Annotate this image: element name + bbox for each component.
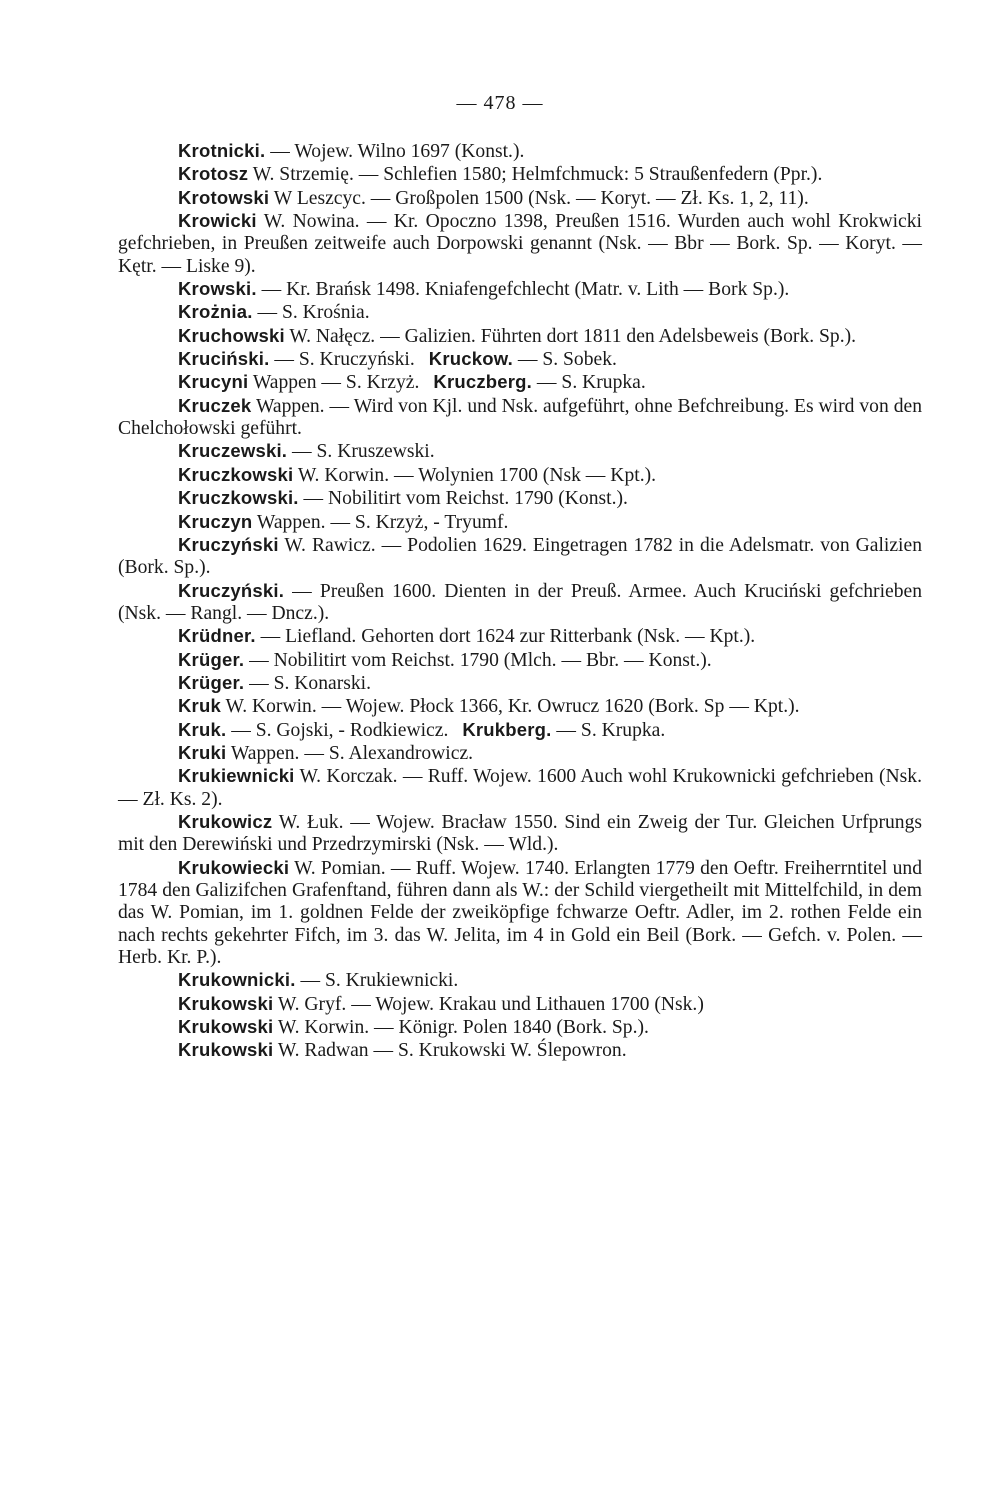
entry-headword: Krukowiecki [178,856,290,878]
entry-text: — S. Krukiewnicki. [295,970,459,992]
entry-headword: Kruchowski [178,324,285,346]
entry-text: W. Korwin. — Wojew. Płock 1366, Kr. Owrucz 1620 (Bork. Sp — Kpt.). [220,696,800,718]
entry [118,534,922,580]
entry-headword: Kruczkowski [178,463,294,485]
entry-text: Wappen. — S. Alexandrowicz. [226,742,474,764]
entry [118,993,922,1016]
entry-headword: Krukowicz [178,810,273,832]
entry-text: W. Korczak. — Ruff. Wojew. 1600 Auch wohl Krukownicki gefchrieben (Nsk. — Zł. Ks. 2). [118,766,922,810]
entry-text: W Leszcyc. — Großpolen 1500 (Nsk. — Koryt. — Zł. Ks. 1, 2, 11). [269,187,809,209]
entry-text: — S. Sobek. [512,349,617,371]
entry [118,163,922,186]
entry-text: W. Radwan — S. Krukowski W. Ślepowron. [273,1040,627,1062]
entry-text: W. Rawicz. — Podolien 1629. Eingetragen 1782 in die Adelsmatr. von Galizien (Bork. Sp.). [118,534,922,579]
entry-headword: Krukberg. [462,718,552,740]
entry-text: — S. Kruczyński. [269,349,415,371]
entry-text: W. Pomian. — Ruff. Wojew. 1740. Erlangten 1779 den Oeftr. Freiherrntitel und 1784 den Galizifchen Grafenftand, führen dann als W.: der Schild viergetheilt mit Mittelfchild, in dem das W. Pomian, im 1. goldnen Felde der zweiköpfige fchwarze Oeftr. Adler, im 2. rothen Felde ein nach rechts gekehrter Fifch, im 3. das W. Jelita, im 4 in Gold ein Beil (Bork. — Gefch. v. Polen. — Herb. Kr. P.). [118,857,922,969]
entry-headword: Krotosz [178,163,249,185]
entry-text: W. Nałęcz. — Galizien. Führten dort 1811 den Adelsbeweis (Bork. Sp.). [284,325,857,347]
entry-headword: Krotowski [178,186,270,208]
entry [118,625,922,648]
entry-headword: Kruczberg. [433,371,533,393]
entry-text: — S. Krupka. [532,372,646,394]
entry [118,1039,922,1062]
entry-headword: Kruczyn [178,510,253,532]
entry [118,765,922,811]
entry [118,511,922,534]
entry [118,464,922,487]
entry-text: — Preußen 1600. Dienten in der Preuß. Armee. Auch Kruciński gefchrieben (Nsk. — Rangl. — Dncz.). [118,580,922,624]
entry [118,325,922,348]
entry [118,1016,922,1039]
entry [118,969,922,992]
entry [118,187,922,210]
entry-headword: Krucyni [178,371,249,393]
entry [118,210,922,278]
entry [118,278,922,301]
entry-headword: Krukownicki. [178,969,296,991]
entry-text: — S. Gojski, - Rodkiewicz. [226,719,449,741]
entry-text: — S. Konarski. [244,672,371,694]
entry-text: — Wojew. Wilno 1697 (Konst.). [265,141,525,162]
entry-text: W. Korwin. — Königr. Polen 1840 (Bork. Sp.). [273,1017,649,1039]
entry [118,649,922,672]
entry-text: Wappen. — S. Krzyż, - Tryumf. [252,511,509,533]
entry-text: — S. Kruszewski. [287,441,435,463]
entry [118,719,922,742]
entry-headword: Kruciński. [178,348,270,370]
entry-headword: Kruczewski. [178,440,288,462]
entry-headword: Krukowski [178,1016,274,1038]
entry-text: W. Nowina. — Kr. Opoczno 1398, Preußen 1516. Wurden auch wohl Krokwicki gefchrieben, in Preußen zeitweife auch Dorpowski genannt (Nsk. — Bbr — Bork. Sp. — Koryt. — Kętr. — Liske 9). [118,211,922,277]
entry [118,811,922,857]
entry [118,695,922,718]
entry-headword: Krüger. [178,648,245,670]
entry-text: Wappen. — Wird von Kjl. und Nsk. aufgeführt, ohne Befchreibung. Es wird von den Chelchołowski geführt. [118,395,922,440]
page-number: — 478 — [456,92,544,114]
entry-headword: Krüger. [178,671,245,693]
entry [118,440,922,463]
entry-text: W. Strzemię. — Schlefien 1580; Helmfchmuck: 5 Straußenfedern (Ppr.). [248,164,823,186]
entry [118,395,922,441]
entry-text: — Liefland. Gehorten dort 1624 zur Ritterbank (Nsk. — Kpt.). [255,626,756,648]
entry [118,371,922,394]
entry-headword: Kruckow. [428,348,513,370]
entry [118,348,922,371]
entry [118,487,922,510]
entry-headword: Krożnia. [178,301,253,323]
entry-text: — Nobilitirt vom Reichst. 1790 (Mlch. — Bbr. — Konst.). [244,649,712,671]
entry-headword: Krowicki [178,210,257,232]
entry [118,672,922,695]
entry [118,301,922,324]
entry-text: W. Łuk. — Wojew. Bracław 1550. Sind ein Zweig der Tur. Gleichen Urfprungs mit den Derewiński und Przedrzymirski (Nsk. — Wld.). [118,811,922,856]
entry-text: — Kr. Brańsk 1498. Kniafengefchlecht (Matr. v. Lith — Bork Sp.). [256,279,790,301]
entry-headword: Krotnicki. [178,140,266,161]
entry-headword: Kruczek [178,394,252,416]
entry-headword: Krukiewnicki [178,765,295,787]
entry-headword: Krukowski [178,1039,274,1061]
entry-headword: Kruki [178,741,227,763]
entry-text: W. Gryf. — Wojew. Krakau und Lithauen 1700 (Nsk.) [273,993,704,1015]
entry-text: — Nobilitirt vom Reichst. 1790 (Konst.). [298,488,628,510]
entry [118,140,922,163]
entry [118,857,922,970]
entry-headword: Kruczyński. [178,579,285,601]
entry-headword: Krüdner. [178,625,256,647]
entry-headword: Kruczyński [178,533,279,555]
entry-headword: Kruk. [178,718,227,740]
entry-headword: Kruk [178,695,221,717]
entry-text: — S. Krupka. [551,719,666,741]
entry [118,580,922,626]
entry-list [118,140,922,1063]
entry-text: — S. Krośnia. [252,302,370,324]
entry-text: Wappen — S. Krzyż. [248,372,420,394]
entry [118,742,922,765]
entry-headword: Kruczkowski. [178,487,299,509]
entry-headword: Krukowski [178,992,274,1014]
entry-text: W. Korwin. — Wolynien 1700 (Nsk — Kpt.). [293,464,657,486]
entry-headword: Krowski. [178,278,257,300]
